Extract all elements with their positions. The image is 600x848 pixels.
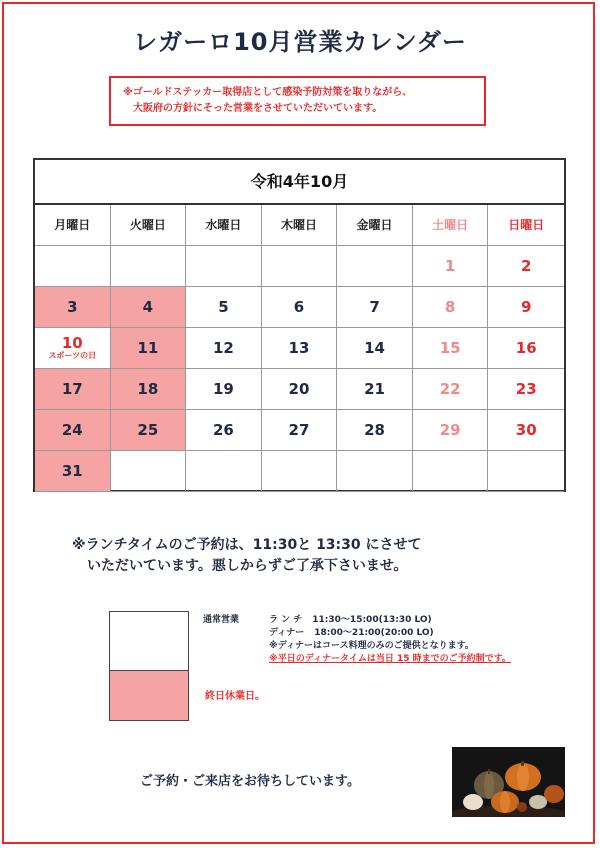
calendar-empty-cell xyxy=(186,246,262,287)
lunch-label: ラ ン チ xyxy=(269,615,303,625)
calendar-day: 7 xyxy=(337,287,413,328)
calendar-empty-cell xyxy=(111,246,187,287)
calendar-day: 30 xyxy=(488,410,564,451)
notice-line-2: 大阪府の方針にそった営業をさせていただいています。 xyxy=(133,103,383,114)
calendar-day-closed: 3 xyxy=(35,287,111,328)
calendar-day: 15 xyxy=(413,328,489,369)
weekday-header: 火曜日 xyxy=(111,205,187,246)
calendar-day: 14 xyxy=(337,328,413,369)
calendar-empty-cell xyxy=(488,451,564,492)
weekday-header: 木曜日 xyxy=(262,205,338,246)
footer-message: ご予約・ご来店をお待ちしています。 xyxy=(140,774,360,789)
page-title: レガーロ10月営業カレンダー xyxy=(133,28,467,56)
notice-line-1: ※ゴールドステッカー取得店として感染予防対策を取りながら、 xyxy=(123,87,413,98)
legend-swatch-normal xyxy=(109,611,189,671)
calendar-day: 22 xyxy=(413,369,489,410)
message-line-1: ※ランチタイムのご予約は、11:30と 13:30 にさせて xyxy=(72,537,422,553)
covid-notice xyxy=(109,76,486,126)
calendar-day-closed: 24 xyxy=(35,410,111,451)
holiday-day-number: 10 xyxy=(61,333,83,352)
dinner-hours: 18:00〜21:00(20:00 LO) xyxy=(314,628,434,638)
calendar-day: 20 xyxy=(262,369,338,410)
reservation-note: ※平日のディナータイムは当日 15 時までのご予約制です。 xyxy=(269,654,511,664)
calendar-day: 12 xyxy=(186,328,262,369)
legend-swatch-closed xyxy=(109,670,189,721)
calendar-empty-cell xyxy=(111,451,187,492)
calendar-day-closed: 25 xyxy=(111,410,187,451)
pumpkin-illustration xyxy=(452,747,565,817)
calendar-day-closed: 11 xyxy=(111,328,187,369)
calendar-empty-cell xyxy=(413,451,489,492)
calendar-day: 6 xyxy=(262,287,338,328)
calendar-header: 令和4年10月 xyxy=(35,160,564,205)
calendar-day: 23 xyxy=(488,369,564,410)
calendar-empty-cell xyxy=(337,246,413,287)
calendar-day: 16 xyxy=(488,328,564,369)
calendar-day: 13 xyxy=(262,328,338,369)
holiday-name: スポーツの日 xyxy=(48,350,97,360)
calendar-day: 8 xyxy=(413,287,489,328)
calendar-day: 27 xyxy=(262,410,338,451)
calendar-day: 9 xyxy=(488,287,564,328)
calendar xyxy=(33,158,566,492)
calendar-day: 26 xyxy=(186,410,262,451)
legend-closed-label: 終日休業日。 xyxy=(205,691,265,702)
legend-normal-label: 通常営業 xyxy=(203,615,240,625)
dinner-label: ディナー xyxy=(269,628,305,638)
message-line-2: いただいています。悪しからずご了承下さいませ。 xyxy=(87,558,408,574)
calendar-empty-cell xyxy=(262,246,338,287)
weekday-header: 水曜日 xyxy=(186,205,262,246)
calendar-day-closed: 31 xyxy=(35,451,111,492)
calendar-day: 5 xyxy=(186,287,262,328)
lunch-reservation-message xyxy=(72,535,532,577)
calendar-day: 21 xyxy=(337,369,413,410)
pumpkin-photo xyxy=(452,747,565,817)
calendar-day: 1 xyxy=(413,246,489,287)
business-hours-legend xyxy=(203,614,511,666)
calendar-day xyxy=(35,328,111,369)
calendar-day: 28 xyxy=(337,410,413,451)
calendar-empty-cell xyxy=(262,451,338,492)
calendar-empty-cell xyxy=(35,246,111,287)
lunch-hours: 11:30〜15:00(13:30 LO) xyxy=(312,615,432,625)
calendar-day-closed: 4 xyxy=(111,287,187,328)
weekday-header: 土曜日 xyxy=(413,205,489,246)
calendar-day-closed: 17 xyxy=(35,369,111,410)
calendar-day-closed: 18 xyxy=(111,369,187,410)
calendar-day: 29 xyxy=(413,410,489,451)
weekday-header: 金曜日 xyxy=(337,205,413,246)
calendar-empty-cell xyxy=(186,451,262,492)
calendar-empty-cell xyxy=(337,451,413,492)
calendar-day: 19 xyxy=(186,369,262,410)
calendar-day: 2 xyxy=(488,246,564,287)
weekday-header: 月曜日 xyxy=(35,205,111,246)
calendar-grid xyxy=(35,205,564,492)
dinner-note: ※ディナーはコース料理のみのご提供となります。 xyxy=(269,641,474,651)
weekday-header: 日曜日 xyxy=(488,205,564,246)
